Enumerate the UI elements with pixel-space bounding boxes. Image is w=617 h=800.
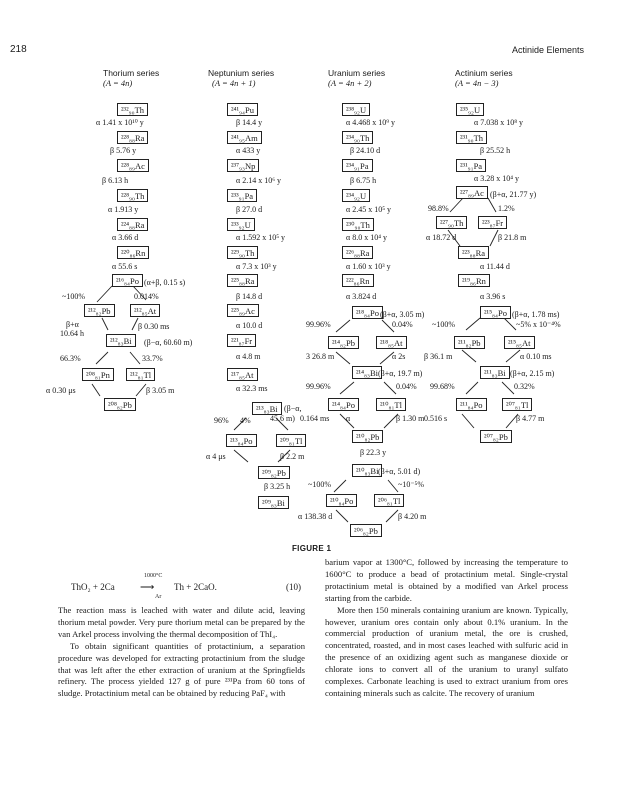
nuclide-pa233: ²³³₉₁Pa — [227, 189, 257, 202]
nuclide-ra223: ²²³₈₈Ra — [458, 246, 489, 259]
decay-label: α 2.45 x 10⁵ y — [346, 205, 391, 214]
nuclide-pb208: ²⁰⁸₈₂Pb — [104, 398, 136, 411]
nuclide-tl207: ²⁰⁷₈₁Tl — [502, 398, 532, 411]
decay-label: α 7.038 x 10⁸ y — [474, 118, 523, 127]
decay-label: β 36.1 m — [424, 352, 453, 361]
decay-label: ~100% — [62, 292, 85, 301]
decay-label: α 32.3 ms — [236, 384, 268, 393]
decay-label: α 2.14 x 10⁶ y — [236, 176, 281, 185]
nuclide-fr221: ²²¹₈₇Fr — [227, 334, 256, 347]
decay-label: 0.516 s — [424, 414, 448, 423]
equation-number: (10) — [286, 582, 301, 592]
decay-label: α 11.44 d — [480, 262, 510, 271]
nuclide-rn220: ²²⁰₈₆Rn — [117, 246, 149, 259]
decay-label: 10.64 h — [60, 329, 84, 338]
decay-label: (β+α, 3.05 m) — [380, 310, 425, 319]
equation-condition-above: 1000°C — [144, 573, 163, 579]
decay-label: (β+α, 19.7 m) — [378, 369, 423, 378]
nuclide-ra225: ²²⁵₈₈Ra — [227, 274, 258, 287]
decay-label: 0.04% — [396, 382, 417, 391]
decay-label: β 24.10 d — [350, 146, 381, 155]
nuclide-bi211: ²¹¹₈₃Bi — [480, 366, 510, 379]
decay-label: α 3.96 s — [480, 292, 506, 301]
nuclide-fr223: ²²³₈₇Fr — [478, 216, 507, 229]
nuclide-pu241: ²⁴¹₉₄Pu — [227, 103, 258, 116]
series-formula-uranium: (A = 4n + 2) — [328, 78, 372, 88]
series-header-neptunium: Neptunium series — [208, 68, 275, 78]
series-header-uranium: Uranium series — [328, 68, 386, 78]
decay-label: β 3.25 h — [264, 482, 291, 491]
decay-label: (β+α, 1.78 ms) — [512, 310, 560, 319]
paragraph: The reaction mass is leached with water and dilute acid, leaving thorium metal powder. Very pure thorium metal can be prepared by the van Arkel process involving the thermal decomposition of ThI₄. — [58, 605, 305, 639]
decay-label: 99.96% — [306, 320, 331, 329]
nuclide-pb209: ²⁰⁹₈₂Pb — [258, 466, 290, 479]
decay-label: α 1.60 x 10³ y — [346, 262, 391, 271]
decay-label: β 25.52 h — [480, 146, 511, 155]
decay-label: β 3.05 m — [146, 386, 175, 395]
nuclide-po210: ²¹⁰₈₄Po — [326, 494, 357, 507]
decay-label: 3 26.8 m — [306, 352, 335, 361]
nuclide-at212: ²¹²₈₅At — [130, 304, 160, 317]
decay-label: α 10.0 d — [236, 321, 263, 330]
decay-label: β+α — [66, 320, 79, 329]
decay-label: β 0.30 ms — [138, 322, 170, 331]
decay-label: ~100% — [432, 320, 455, 329]
paragraph: barium vapor at 1300°C, followed by increasing the temperature to 1600°C to produce a bead of protactinium metal. Single-crystal protactinium metal is obtained by a modified van Arkel process starting from the carbide. — [325, 557, 568, 603]
series-formula-neptunium: (A = 4n + 1) — [212, 78, 256, 88]
paragraph: To obtain significant quantities of protactinium, a separation procedure was developed for extracting protactinium from the sludge that was left after the ether extraction of uranium at the Springfields refinery. The process yielded 127 g of pure ²³¹Pa from 60 tons of sludge. Protactinium metal can be obtained by reducing PaF₄ with — [58, 640, 305, 699]
decay-label: α 1.592 x 10⁵ y — [236, 233, 285, 242]
nuclide-u235: ²³⁵₉₂U — [456, 103, 484, 116]
decay-label: α 0.10 ms — [520, 352, 552, 361]
decay-label: β 5.76 y — [110, 146, 137, 155]
decay-label: α 0.30 μs — [46, 386, 76, 395]
nuclide-ra228: ²²⁸₈₈Ra — [117, 131, 148, 144]
nuclide-ra224: ²²⁴₈₈Ra — [117, 218, 148, 231]
nuclide-po211: ²¹¹₈₄Po — [456, 398, 487, 411]
decay-label: 0.164 ms — [300, 414, 330, 423]
decay-label: (β−α, 60.60 m) — [144, 338, 193, 347]
nuclide-th234: ²³⁴₉₀Th — [342, 131, 373, 144]
text-column-left — [58, 605, 305, 700]
reaction-arrow-icon: ⟶ — [140, 582, 155, 593]
decay-label: (α+β, 0.15 s) — [144, 278, 186, 287]
series-formula-thorium: (A = 4n) — [103, 78, 133, 88]
nuclide-tl212: ²¹²₈₁Tl — [126, 368, 155, 381]
running-head: Actinide Elements — [512, 45, 585, 55]
nuclide-am241: ²⁴¹₉₅Am — [227, 131, 262, 144]
decay-label: β 27.0 d — [236, 205, 263, 214]
nuclide-po215: ²¹⁵₈₄Po — [480, 306, 511, 319]
decay-label: β 14.8 d — [236, 292, 263, 301]
decay-label: ~5% x 10⁻⁴% — [516, 320, 561, 329]
nuclide-pb210: ²¹⁰₈₂Pb — [352, 430, 383, 443]
decay-label: β 21.8 m — [498, 233, 527, 242]
decay-label: 0.014% — [134, 292, 159, 301]
decay-label: α 433 y — [236, 146, 261, 155]
decay-label: 99.96% — [306, 382, 331, 391]
nuclide-th228: ²²⁸₉₀Th — [117, 189, 148, 202]
decay-label: (β+α, 5.01 d) — [378, 467, 421, 476]
decay-label: β 14.4 y — [236, 118, 263, 127]
nuclide-tl210: ²¹⁰₈₁Tl — [376, 398, 406, 411]
nuclide-po213: ²¹³₈₄Po — [226, 434, 257, 447]
decay-label: 1.2% — [498, 204, 515, 213]
decay-label: 66.3% — [60, 354, 81, 363]
nuclide-bi212: ²¹²₈₃Bi — [106, 334, 136, 347]
decay-label: (β+α, 2.15 m) — [510, 369, 555, 378]
nuclide-u234: ²³⁴₉₂U — [342, 189, 370, 202]
nuclide-po218: ²¹⁸₈₄Po — [352, 306, 383, 319]
decay-label: α 1.913 y — [108, 205, 139, 214]
decay-label: β 6.13 h — [102, 176, 129, 185]
nuclide-po216: ²¹⁶₈₄Po — [112, 274, 143, 287]
equation-lhs: ThO₂ + 2Ca — [71, 582, 115, 592]
equation-condition-below: Ar — [155, 594, 162, 600]
nuclide-th229: ²²⁹₉₀Th — [227, 246, 258, 259]
decay-label: 0.32% — [514, 382, 535, 391]
nuclide-at217: ²¹⁷₈₅At — [227, 368, 258, 381]
nuclide-pb212: ²¹²₈₂Pb — [84, 304, 115, 317]
decay-label: β 2.2 m — [280, 452, 305, 461]
equation-rhs: Th + 2CaO. — [174, 582, 217, 592]
decay-label: β 6.75 h — [350, 176, 377, 185]
nuclide-ac227: ²²⁷₈₉Ac — [456, 186, 488, 199]
decay-label: 33.7% — [142, 354, 163, 363]
nuclide-th232: ²³²₉₀Th — [117, 103, 148, 116]
decay-label: β 4.77 m — [516, 414, 545, 423]
decay-label: α — [346, 414, 351, 423]
decay-label: 4% — [240, 416, 251, 425]
nuclide-th227: ²²⁷₉₀Th — [436, 216, 467, 229]
decay-label: β 1.30 m — [396, 414, 425, 423]
paragraph: More then 150 minerals containing uranium are known. Typically, however, uranium ores contain only about 0.1% uranium. In the commercial production of uranium metal, the ore is crushed, concentrated, roasted, and in most cases leached with sulfuric acid in the presence of an oxidizing agent such as manganese dioxide or chlorate ions to convert all of the uranium to uranyl sulfato complexes. Carbonate leaching is used to extract uranium from ores containing minerals such as calcite. The recovery of uranium — [325, 604, 568, 698]
nuclide-tl206: ²⁰⁶₈₁Tl — [374, 494, 404, 507]
decay-label: α 138.38 d — [298, 512, 333, 521]
decay-label: (β+α, 21.77 y) — [490, 190, 537, 199]
decay-label: α 1.41 x 10¹⁰ y — [96, 118, 144, 127]
series-header-actinium: Actinium series — [455, 68, 513, 78]
decay-label: β 22.3 y — [360, 448, 387, 457]
decay-label: α 3.824 d — [346, 292, 377, 301]
nuclide-rn219: ²¹⁹₈₆Rn — [458, 274, 490, 287]
decay-label: α 55.6 s — [112, 262, 138, 271]
nuclide-pb214: ²¹⁴₈₂Pb — [328, 336, 359, 349]
decay-label: α 2s — [392, 352, 406, 361]
series-header-thorium: Thorium series — [103, 68, 160, 78]
page-number: 218 — [10, 44, 27, 55]
decay-label: 45.6 m) — [270, 414, 295, 423]
nuclide-bi210: ²¹⁰₈₃Bi — [352, 464, 382, 477]
nuclide-th231: ²³¹₉₀Th — [456, 131, 487, 144]
nuclide-rn222: ²²²₈₆Rn — [342, 274, 374, 287]
decay-label: ~10⁻⁵% — [398, 480, 425, 489]
nuclide-ra226: ²²⁶₈₈Ra — [342, 246, 373, 259]
decay-label: α 8.0 x 10⁴ y — [346, 233, 387, 242]
decay-label: 96% — [214, 416, 229, 425]
figure-caption: FIGURE 1 — [292, 544, 332, 553]
nuclide-bi209: ²⁰⁹₈₃Bi — [258, 496, 289, 509]
nuclide-pa234: ²³⁴₉₁Pa — [342, 159, 373, 172]
decay-label: α 18.72 d — [426, 233, 457, 242]
decay-label: α 4 μs — [206, 452, 226, 461]
decay-label: 0.04% — [392, 320, 413, 329]
text-column-right — [325, 557, 568, 700]
nuclide-at218: ²¹⁸₈₅At — [376, 336, 407, 349]
nuclide-ac225: ²²⁵₈₉Ac — [227, 304, 259, 317]
decay-label: 98.8% — [428, 204, 449, 213]
decay-label: β 4.20 m — [398, 512, 427, 521]
nuclide-pn208: ²⁰⁸₈₁Pn — [82, 368, 114, 381]
nuclide-bi214: ²¹⁴₈₃Bi — [352, 366, 382, 379]
nuclide-th230: ²³⁰₉₀Th — [342, 218, 374, 231]
decay-label: ~100% — [308, 480, 331, 489]
nuclide-pb207: ²⁰⁷₈₂Pb — [480, 430, 512, 443]
nuclide-pb206: ²⁰⁶₈₂Pb — [350, 524, 382, 537]
nuclide-at215: ²¹⁵₈₅At — [504, 336, 535, 349]
decay-label: (β−α, — [284, 404, 302, 413]
series-formula-actinium: (A = 4n − 3) — [455, 78, 499, 88]
nuclide-ac228: ²²⁸₈₉Ac — [117, 159, 149, 172]
nuclide-pb211: ²¹¹₈₂Pb — [454, 336, 485, 349]
nuclide-po214: ²¹⁴₈₄Po — [328, 398, 359, 411]
nuclide-np237: ²³⁷₉₃Np — [227, 159, 259, 172]
nuclide-tl209: ²⁰⁹₈₁Tl — [276, 434, 306, 447]
decay-label: α 3.28 x 10⁴ y — [474, 174, 519, 183]
decay-label: α 3.66 d — [112, 233, 139, 242]
decay-label: α 4.8 m — [236, 352, 261, 361]
nuclide-u238: ²³⁸₉₂U — [342, 103, 370, 116]
nuclide-u233: ²³³₉₂U — [227, 218, 255, 231]
nuclide-bi213: ²¹³₈₃Bi — [252, 402, 282, 415]
decay-label: α 7.3 x 10³ y — [236, 262, 277, 271]
decay-label: 99.68% — [430, 382, 455, 391]
nuclide-pa231: ²³¹₉₁Pa — [456, 159, 486, 172]
decay-label: α 4.468 x 10⁹ y — [346, 118, 395, 127]
